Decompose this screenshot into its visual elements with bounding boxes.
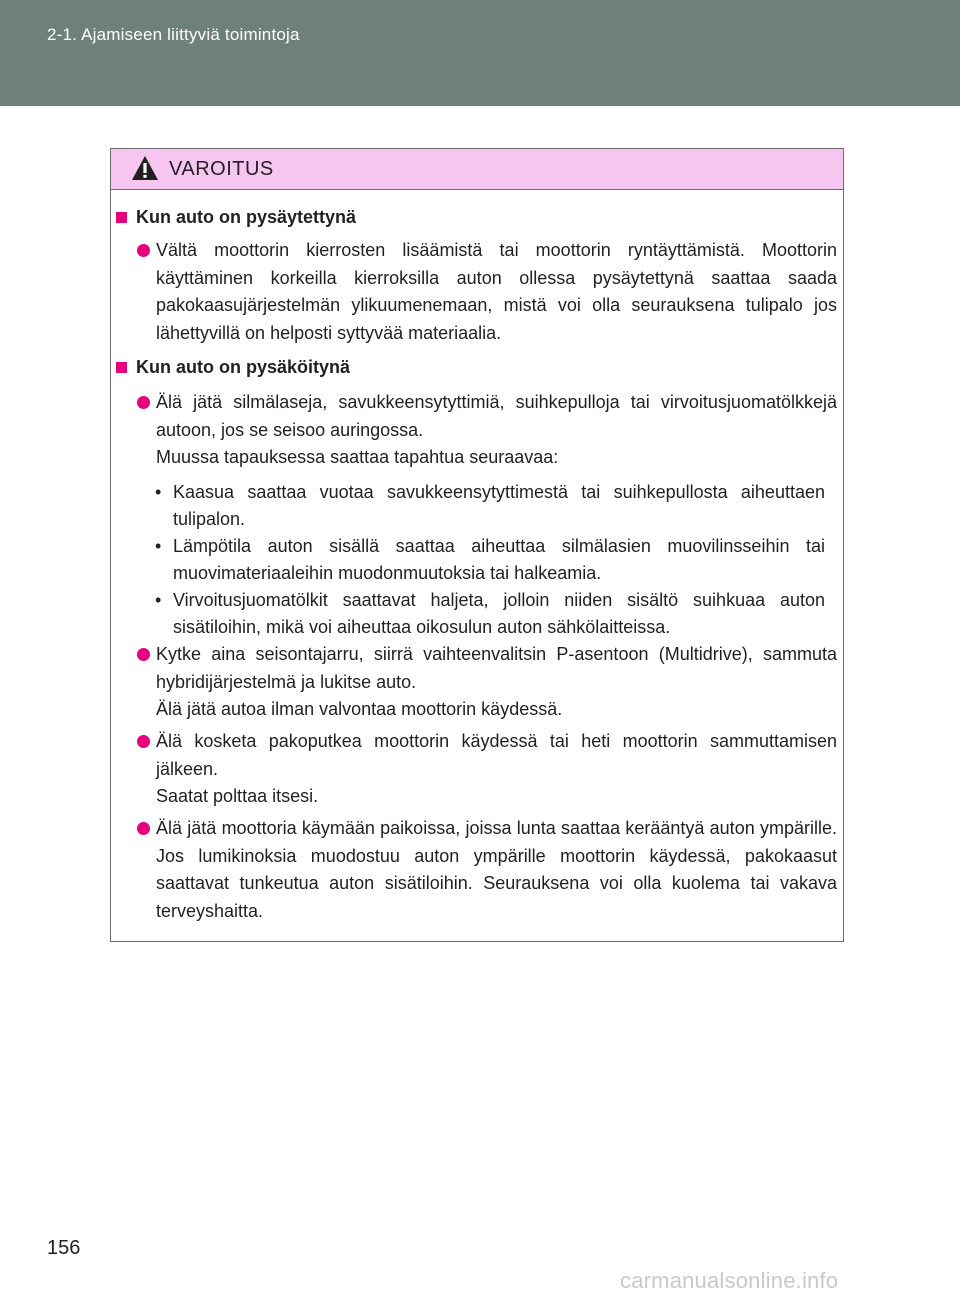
round-bullet-icon xyxy=(137,648,150,661)
item-text: Älä jätä autoa ilman valvontaa moottorin käydessä. xyxy=(156,699,563,719)
item-text: Kytke aina seisontajarru, siirrä vaihteenvalitsin P-asentoon (Multidrive), sammuta hybridijärjestelmä ja lukitse auto. xyxy=(156,644,837,692)
section-heading xyxy=(116,357,350,378)
warning-header xyxy=(111,149,843,190)
list-item xyxy=(137,389,837,472)
warning-triangle-icon xyxy=(131,155,159,181)
list-item xyxy=(137,728,837,811)
list-item xyxy=(137,237,837,347)
bullet-item: • Virvoitusjuomatölkit saattavat haljeta, jolloin niiden sisältö suihkuaa auton sisätiloihin, mikä voi aiheuttaa oikosulun auton sähkölaitteissa. xyxy=(155,587,825,641)
round-bullet-icon xyxy=(137,735,150,748)
bullet-item: • Lämpötila auton sisällä saattaa aiheuttaa silmälasien muovilinsseihin tai muovimateriaaleihin muodonmuutoksia tai halkeamia. xyxy=(155,533,825,587)
section-heading-text: Kun auto on pysäytettynä xyxy=(136,207,357,227)
section-heading xyxy=(116,207,356,228)
list-item xyxy=(137,641,837,724)
page-number: 156 xyxy=(47,1237,81,1259)
item-text: Älä kosketa pakoputkea moottorin käydessä tai heti moottorin sammuttamisen jälkeen. xyxy=(156,731,837,779)
warning-box xyxy=(110,148,844,942)
square-bullet-icon xyxy=(116,362,127,373)
warning-title: VAROITUS xyxy=(169,158,274,180)
item-text: Muussa tapauksessa saattaa tapahtua seuraavaa: xyxy=(156,447,559,467)
item-text: Vältä moottorin kierrosten lisäämistä tai moottorin ryntäyttämistä. Moottorin käyttäminen korkeilla kierroksilla auton ollessa pysäytettynä saattaa saada pakokaasujärjestelmän ylikuumenemaan, mistä voi olla seurauksena tulipalo jos lähettyvillä on helposti syttyvää materiaalia. xyxy=(156,240,837,343)
bullet-item: • Kaasua saattaa vuotaa savukkeensytyttimestä tai suihkepullosta aiheuttaen tulipalon. xyxy=(155,479,825,533)
round-bullet-icon xyxy=(137,244,150,257)
bullet-list xyxy=(155,479,825,641)
watermark: carmanualsonline.info xyxy=(620,1268,839,1293)
page-header xyxy=(0,0,960,106)
item-text: Älä jätä moottoria käymään paikoissa, joissa lunta saattaa kerääntyä auton ympärille. Jos lumikinoksia muodostuu auton ympärille moottorin käydessä, pakokaasut saattavat tunkeutua auton sisätiloihin. Seurauksena voi olla kuolema tai vakava terveyshaitta. xyxy=(156,818,837,921)
round-bullet-icon xyxy=(137,396,150,409)
section-heading-text: Kun auto on pysäköitynä xyxy=(136,357,351,377)
list-item xyxy=(137,815,837,925)
square-bullet-icon xyxy=(116,212,127,223)
chapter-title: 2-1. Ajamiseen liittyviä toimintoja xyxy=(47,25,300,44)
item-text: Älä jätä silmälaseja, savukkeensytyttimiä, suihkepulloja tai virvoitusjuomatölkkejä autoon, jos se seisoo auringossa. xyxy=(156,392,837,440)
round-bullet-icon xyxy=(137,822,150,835)
item-text: Saatat polttaa itsesi. xyxy=(156,786,319,806)
